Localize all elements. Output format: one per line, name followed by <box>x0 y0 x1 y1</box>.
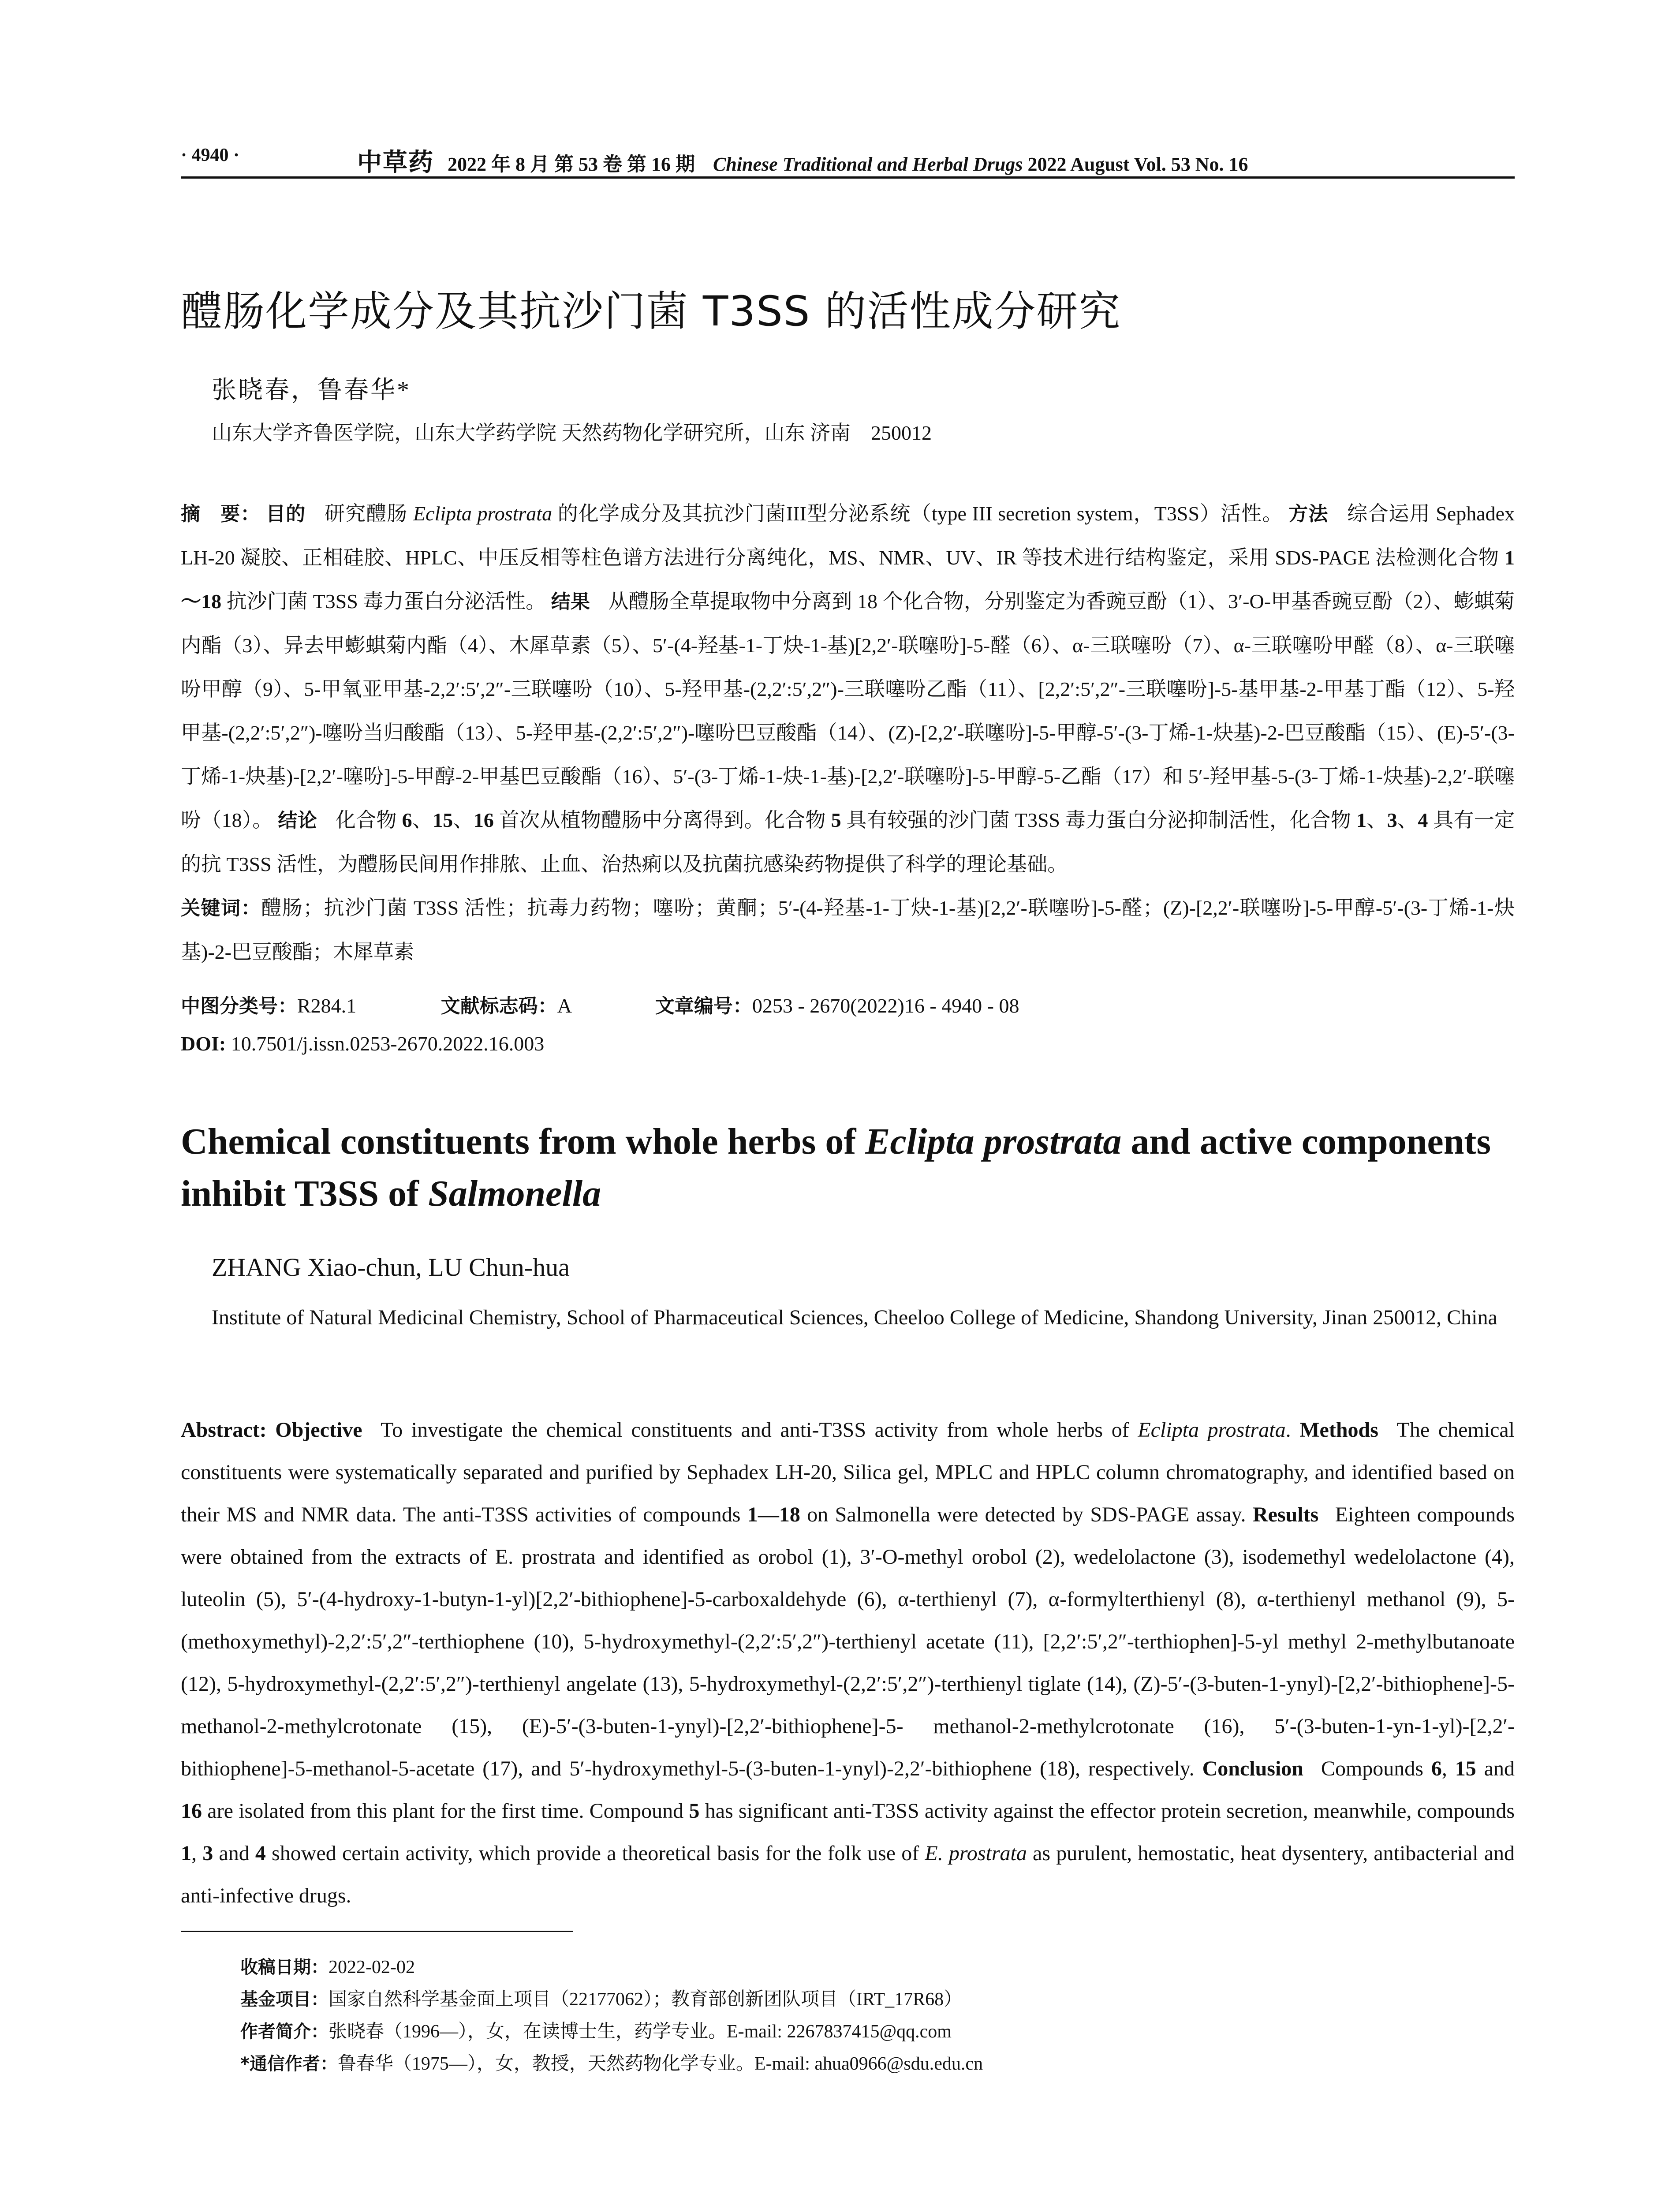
compound-ref: 6 <box>1431 1757 1442 1780</box>
footnote-bio <box>240 2016 1510 2048</box>
en-title-text-2: and active components inhibit T3SS of <box>181 1121 1491 1214</box>
fund-label: 基金项目： <box>240 1989 329 2010</box>
journal-name-en: Chinese Traditional and Herbal Drugs <box>713 153 1023 175</box>
fund-value: 国家自然科学基金面上项目（22177062）；教育部创新团队项目（IRT_17R68） <box>329 1989 963 2010</box>
separator: 、 <box>412 809 433 831</box>
en-affiliation: Institute of Natural Medicinal Chemistry, School of Pharmaceutical Sciences, Cheeloo College of Medicine, Shandong University, Jinan 250012, China <box>212 1306 1497 1329</box>
bio-value: 张晓春（1996—），女，在读博士生，药学专业。E-mail: 2267837415@qq.com <box>329 2022 952 2042</box>
footnote-fund <box>240 1984 1510 2016</box>
zh-methods-label: 方法 <box>1288 503 1329 525</box>
running-header <box>181 140 1515 176</box>
compound-ref: 1 <box>181 1842 191 1865</box>
zh-methods-text-2: 抗沙门菌 T3SS 毒力蛋白分泌活性。 <box>221 590 546 613</box>
compound-ref: 3 <box>1387 809 1397 831</box>
en-conclusion-text-5: as purulent, hemostatic, heat dysentery, antibacterial and anti-infective drugs. <box>181 1842 1515 1907</box>
doc-code-label: 文献标志码： <box>441 995 557 1017</box>
zh-keywords-label: 关键词： <box>181 897 261 919</box>
en-species: E. prostrata <box>925 1842 1027 1865</box>
zh-compound-range: 1～18 <box>181 546 1515 613</box>
received-label: 收稿日期： <box>240 1957 329 1977</box>
corresponding-value: 鲁春华（1975—），女，教授，天然药物化学专业。E-mail: ahua0966@sdu.edu.cn <box>337 2054 983 2074</box>
separator: 、 <box>1366 809 1387 831</box>
header-rule <box>181 176 1515 179</box>
en-objective-text-2: . <box>1285 1418 1291 1442</box>
zh-species: Eclipta prostrata <box>413 502 553 525</box>
zh-conclusion-label: 结论 <box>278 809 317 832</box>
doi-label: DOI: <box>181 1032 226 1055</box>
zh-objective-text-2: 的化学成分及其抗沙门菌III型分泌系统（type III secretion system，T3SS）活性。 <box>552 502 1283 525</box>
clc-value: R284.1 <box>297 994 357 1017</box>
en-compound-range: 1—18 <box>747 1503 800 1526</box>
separator: , <box>1441 1757 1455 1780</box>
compound-ref: 4 <box>255 1842 266 1865</box>
zh-methods-text: 综合运用 Sephadex LH-20 凝胶、正相硅胶、HPLC、中压反相等柱色谱方法进行分离纯化，MS、NMR、UV、IR 等技术进行结构鉴定，采用 SDS-PAGE 法检测化合物 <box>181 502 1515 569</box>
zh-objective-label: 目的 <box>266 503 306 525</box>
zh-keywords: 醴肠；抗沙门菌 T3SS 活性；抗毒力药物；噻吩；黄酮；5′-(4-羟基-1-丁炔-1-基)[2,2′-联噻吩]-5-醛；(Z)-[2,2′-联噻吩]-5-甲醇-5′-(3-丁烯-1-炔基)-2-巴豆酸酯；木犀草素 <box>181 897 1515 963</box>
footnote-received <box>240 1951 1510 1984</box>
en-abstract <box>181 1409 1515 1917</box>
article-number-label: 文章编号： <box>655 995 752 1017</box>
separator: 、 <box>453 809 474 831</box>
zh-objective-text: 研究醴肠 <box>324 502 414 525</box>
zh-abstract-label: 摘 要： <box>181 503 261 525</box>
en-conclusion-text-2: are isolated from this plant for the first time. Compound <box>202 1799 689 1823</box>
zh-results-label: 结果 <box>551 590 590 613</box>
compound-ref: 1 <box>1356 809 1367 831</box>
classification-line <box>181 990 1019 1018</box>
en-objective-text: To investigate the chemical constituents and anti-T3SS activity from whole herbs of <box>381 1418 1138 1442</box>
zh-conclusion-text-3: 具有较强的沙门菌 T3SS 毒力蛋白分泌抑制活性，化合物 <box>841 809 1357 831</box>
journal-logo: 中草药 <box>357 149 434 176</box>
en-title-genus: Salmonella <box>428 1173 601 1214</box>
zh-conclusion-text: 化合物 <box>335 809 402 831</box>
en-species: Eclipta prostrata <box>1138 1418 1286 1442</box>
zh-abstract <box>181 492 1515 974</box>
doi-value[interactable]: 10.7501/j.issn.0253-2670.2022.16.003 <box>231 1032 545 1055</box>
separator: and <box>1476 1757 1515 1780</box>
corresponding-label: *通信作者： <box>240 2054 338 2074</box>
doc-code-value: A <box>557 994 571 1017</box>
compound-ref: 4 <box>1418 809 1428 831</box>
compound-ref: 5 <box>831 809 841 831</box>
footnote-corresponding <box>240 2048 1510 2080</box>
doi-line <box>181 1032 544 1055</box>
en-abstract-label: Abstract: <box>181 1418 267 1442</box>
bio-label: 作者简介： <box>240 2022 329 2042</box>
journal-line <box>357 143 1248 178</box>
en-results-label: Results <box>1252 1503 1319 1526</box>
en-authors: ZHANG Xiao-chun, LU Chun-hua <box>212 1253 570 1282</box>
zh-title: 醴肠化学成分及其抗沙门菌 T3SS 的活性成分研究 <box>181 288 1121 336</box>
received-value: 2022-02-02 <box>329 1957 415 1977</box>
compound-ref: 16 <box>473 809 494 831</box>
en-conclusion-text-4: showed certain activity, which provide a theoretical basis for the folk use of <box>265 1842 925 1865</box>
separator: 、 <box>1397 809 1418 831</box>
footnotes <box>240 1951 1510 2080</box>
zh-affiliation: 山东大学齐鲁医学院，山东大学药学院 天然药物化学研究所，山东 济南 250012 <box>212 422 932 444</box>
en-title-species: Eclipta prostrata <box>865 1121 1122 1162</box>
en-results-text: Eighteen compounds were obtained from the extracts of E. prostrata and identified as orobol (1), 3′-O-methyl orobol (2), wedelolactone (3), isodemethyl wedelolactone (4), luteolin (5), 5′-(4-hydroxy-1-butyn-1-yl)[2,2′-bithiophene]-5-carboxaldehyde (6), α-terthienyl (7), α-formylterthienyl (8), α-terthienyl methanol (9), 5-(methoxymethyl)-2,2′:5′,2″-terthiophene (10), 5-hydroxymethyl-(2,2′:5′,2″)-terthienyl acetate (11), [2,2′:5′,2″-terthiophen]-5-yl methyl 2-methylbutanoate (12), 5-hydroxymethyl-(2,2′:5′,2″)-terthienyl angelate (13), 5-hydroxymethyl-(2,2′:5′,2″)-terthienyl tiglate (14), (Z)-5′-(3-buten-1-ynyl)-[2,2′-bithiophene]-5-methanol-2-methylcrotonate (15), (E)-5′-(3-buten-1-ynyl)-[2,2′-bithiophene]-5- methanol-2-methylcrotonate (16), 5′-(3-buten-1-yn-1-yl)-[2,2′-bithiophene]-5-methanol-5-acetate (17), and 5′-hydroxymethyl-5-(3-buten-1-ynyl)-2,2′-bithiophene (18), respectively. <box>181 1503 1515 1780</box>
separator: , <box>191 1842 203 1865</box>
zh-conclusion-text-2: 首次从植物醴肠中分离得到。化合物 <box>493 809 831 831</box>
compound-ref: 15 <box>1455 1757 1476 1780</box>
en-title <box>181 1116 1515 1220</box>
page-number: · 4940 · <box>181 145 240 165</box>
en-title-text: Chemical constituents from whole herbs of <box>181 1121 866 1162</box>
compound-ref: 3 <box>202 1842 213 1865</box>
separator: and <box>213 1842 255 1865</box>
issue-en: 2022 August Vol. 53 No. 16 <box>1027 153 1248 175</box>
compound-ref: 15 <box>433 809 453 831</box>
en-conclusion-text: Compounds <box>1321 1757 1431 1780</box>
en-conclusion-text-3: has significant anti-T3SS activity against the effector protein secretion, meanwhile, compounds <box>699 1799 1515 1823</box>
en-methods-label: Methods <box>1299 1418 1378 1442</box>
en-objective-label: Objective <box>275 1418 362 1442</box>
compound-ref: 16 <box>181 1799 202 1823</box>
zh-conclusion-text-4: 具有一定的抗 T3SS 活性，为醴肠民间用作排脓、止血、治热痢以及抗菌抗感染药物提供了科学的理论基础。 <box>181 809 1515 875</box>
compound-ref: 5 <box>689 1799 700 1823</box>
footnote-rule <box>181 1931 573 1932</box>
issue-zh: 2022 年 8 月 第 53 卷 第 16 期 <box>448 153 695 175</box>
clc-label: 中图分类号： <box>181 995 297 1017</box>
article-number-value: 0253 - 2670(2022)16 - 4940 - 08 <box>752 994 1019 1017</box>
en-conclusion-label: Conclusion <box>1202 1757 1303 1780</box>
compound-ref: 6 <box>402 809 412 831</box>
zh-results-text: 从醴肠全草提取物中分离到 18 个化合物，分别鉴定为香豌豆酚（1）、3′-O-甲基香豌豆酚（2）、蟛蜞菊内酯（3）、异去甲蟛蜞菊内酯（4）、木犀草素（5）、5′-(4-羟基-1-丁炔-1-基)[2,2′-联噻吩]-5-醛（6）、α-三联噻吩（7）、α-三联噻吩甲醛（8）、α-三联噻吩甲醇（9）、5-甲氧亚甲基-2,2′:5′,2″-三联噻吩（10）、5-羟甲基-(2,2′:5′,2″)-三联噻吩乙酯（11）、[2,2′:5′,2″-三联噻吩]-5-基甲基-2-甲基丁酯（12）、5-羟甲基-(2,2′:5′,2″)-噻吩当归酸酯（13）、5-羟甲基-(2,2′:5′,2″)-噻吩巴豆酸酯（14）、(Z)-[2,2′-联噻吩]-5-甲醇-5′-(3-丁烯-1-炔基)-2-巴豆酸酯（15）、(E)-5′-(3-丁烯-1-炔基)-[2,2′-噻吩]-5-甲醇-2-甲基巴豆酸酯（16）、5′-(3-丁烯-1-炔-1-基)-[2,2′-联噻吩]-5-甲醇-5-乙酯（17）和 5′-羟甲基-5-(3-丁烯-1-炔基)-2,2′-联噻吩（18）。 <box>181 590 1515 831</box>
en-methods-text-2: on Salmonella were detected by SDS-PAGE assay. <box>800 1503 1246 1526</box>
en-methods-text: The chemical constituents were systematically separated and purified by Sephadex LH-20, Silica gel, MPLC and HPLC column chromatography, and identified based on their MS and NMR data. The anti-T3SS activities of compounds <box>181 1418 1515 1526</box>
zh-authors: 张晓春，鲁春华* <box>212 377 411 404</box>
